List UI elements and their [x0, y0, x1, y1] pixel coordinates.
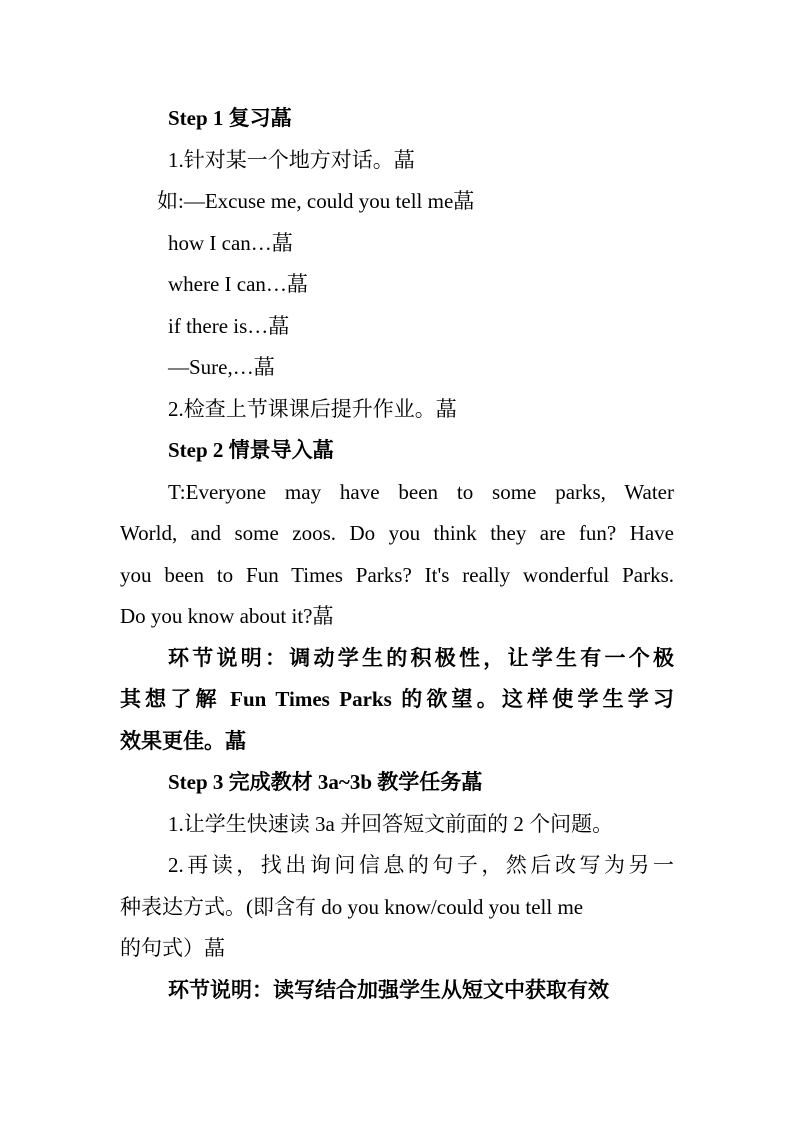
teacher-intro-line-1 — [120, 472, 674, 514]
review-item-1 — [120, 140, 674, 182]
text-line: Step 3 完成教材 3a~3b 教学任务蕌 — [168, 770, 483, 794]
text-line: where I can…蕌 — [168, 272, 308, 296]
text-line: 种表达方式。(即含有 do you know/could you tell me — [120, 894, 584, 919]
task-item-2-line-1 — [120, 845, 674, 887]
text-line: you been to Fun Times Parks? It's really wonderful Parks. — [120, 562, 674, 587]
step-2-note-line-1 — [120, 638, 674, 680]
review-item-2 — [120, 389, 674, 431]
step-3-heading — [120, 762, 674, 804]
step-2-note-line-3 — [120, 721, 674, 763]
text-line: 的句式）蕌 — [120, 936, 225, 960]
dialogue-option-where — [120, 264, 674, 306]
step-2-heading — [120, 430, 674, 472]
text-line: 其想了解 Fun Times Parks 的欲望。这样使学生学习 — [120, 687, 674, 711]
teacher-intro-line-3 — [120, 555, 674, 597]
text-line: World, and some zoos. Do you think they are fun? Have — [120, 521, 674, 545]
text-line: Step 1 复习蕌 — [168, 106, 292, 130]
dialogue-option-how — [120, 223, 674, 265]
text-line: how I can…蕌 — [168, 230, 293, 255]
step-1-heading — [120, 98, 674, 140]
dialogue-option-if — [120, 306, 674, 348]
text-line: if there is…蕌 — [168, 313, 290, 338]
step-3-note-line-1 — [120, 970, 674, 1012]
step-2-note-line-2 — [120, 679, 674, 721]
task-item-1 — [120, 804, 674, 846]
text-line: 效果更佳。蕌 — [120, 728, 246, 753]
text-line: 2.再读，找出询问信息的句子，然后改写为另一 — [168, 853, 674, 877]
text-line: Do you know about it?蕌 — [120, 604, 334, 628]
teacher-intro-line-2 — [120, 513, 674, 555]
text-line: 环节说明：读写结合加强学生从短文中获取有效 — [168, 977, 609, 1002]
text-line: 1.针对某一个地方对话。蕌 — [168, 147, 415, 172]
task-item-2-line-2 — [120, 887, 674, 929]
text-line: 环节说明：调动学生的积极性，让学生有一个极 — [168, 645, 674, 670]
dialogue-example-line — [120, 181, 674, 223]
text-line: 2.检查上节课课后提升作业。蕌 — [168, 396, 457, 421]
teacher-intro-line-4 — [120, 596, 674, 638]
dialogue-reply — [120, 347, 674, 389]
text-line: Step 2 情景导入蕌 — [168, 438, 334, 462]
text-line: 如:—Excuse me, could you tell me蕌 — [157, 189, 475, 213]
task-item-2-line-3 — [120, 928, 674, 970]
document-content — [120, 98, 674, 1011]
text-line: 1.让学生快速读 3a 并回答短文前面的 2 个问题。 — [168, 811, 614, 836]
text-line: —Sure,…蕌 — [168, 355, 275, 379]
text-line: T:Everyone may have been to some parks, Water — [168, 479, 674, 504]
